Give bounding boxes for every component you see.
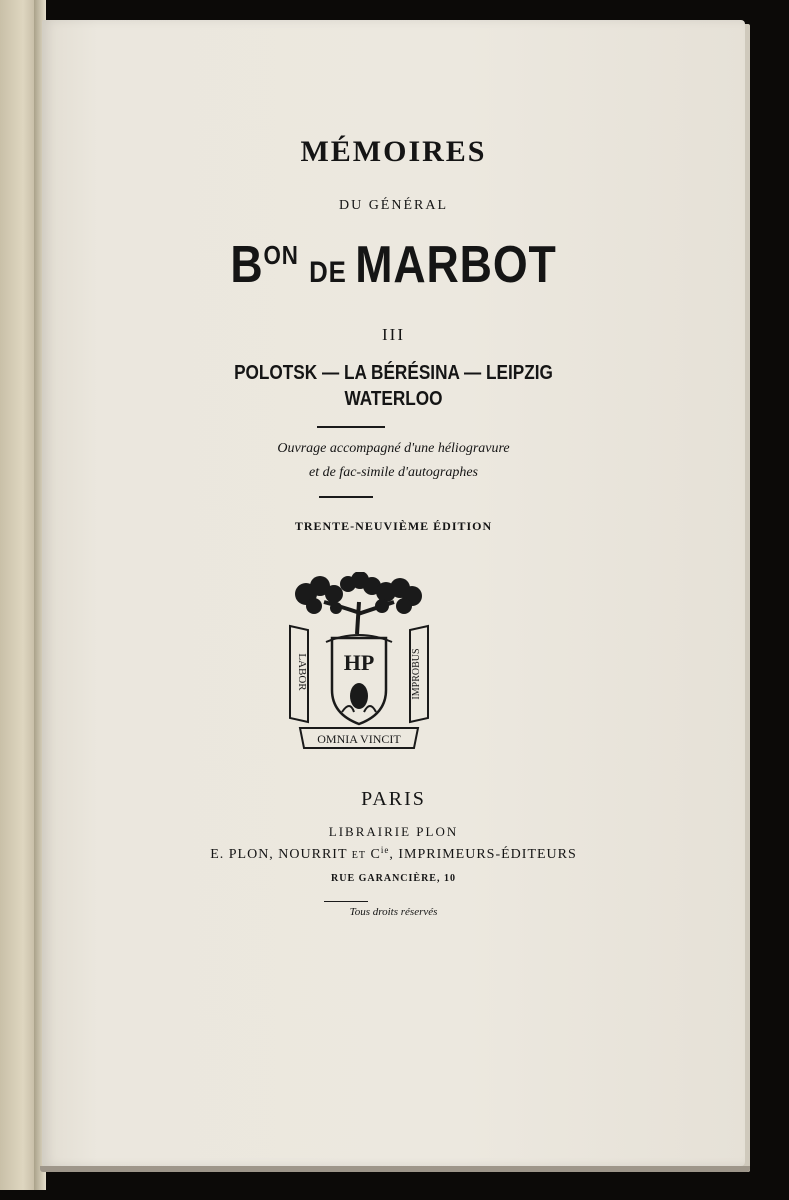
bottom-banner-text: OMNIA VINCIT — [317, 732, 401, 746]
imprint-city: PARIS — [361, 788, 426, 810]
author-rank: B — [230, 236, 264, 294]
note-line-2: et de fac-simile d'autographes — [308, 465, 479, 480]
title-page — [42, 20, 745, 1166]
imprint-publisher: LIBRAIRIE PLON — [328, 824, 459, 839]
printers-c: C — [370, 847, 381, 862]
imprint-printers — [42, 845, 745, 863]
book-title: MÉMOIRES — [300, 135, 487, 168]
left-banner-text: LABOR — [296, 653, 308, 691]
author-surname: MARBOT — [355, 236, 557, 294]
volume-number: III — [382, 325, 405, 344]
divider-rule — [317, 426, 385, 428]
monogram-text: HP — [343, 650, 375, 675]
author-rank-superscript: ON — [263, 240, 299, 270]
author-particle: DE — [309, 256, 347, 289]
beehive-icon — [350, 683, 368, 709]
book-subtitle-prefix: DU GÉNÉRAL — [338, 198, 449, 213]
page-bottom-edge — [40, 1166, 750, 1172]
publisher-device-svg — [284, 572, 434, 752]
divider-rule — [324, 901, 368, 902]
divider-rule — [319, 496, 373, 498]
publisher-device-emblem — [284, 572, 434, 752]
note-line-1: Ouvrage accompagné d'une héliogravure — [277, 441, 510, 456]
contents-line-2: WATERLOO — [344, 388, 443, 410]
right-banner-text: IMPROBUS — [411, 648, 422, 700]
printers-part-1: E. PLON, NOURRIT — [210, 847, 348, 862]
printers-part-2: , IMPRIMEURS-ÉDITEURS — [389, 847, 577, 862]
edition-label: TRENTE-NEUVIÈME ÉDITION — [294, 519, 493, 533]
imprint-address: RUE GARANCIÈRE, 10 — [331, 873, 456, 884]
author-name — [91, 235, 696, 295]
tree-trunk — [324, 602, 394, 634]
contents-line-1: POLOTSK — LA BÉRÉSINA — LEIPZIG — [234, 362, 553, 384]
rights-notice: Tous droits réservés — [349, 906, 438, 918]
printers-et: ET — [351, 850, 366, 861]
printers-c-superscript: ie — [380, 845, 390, 855]
